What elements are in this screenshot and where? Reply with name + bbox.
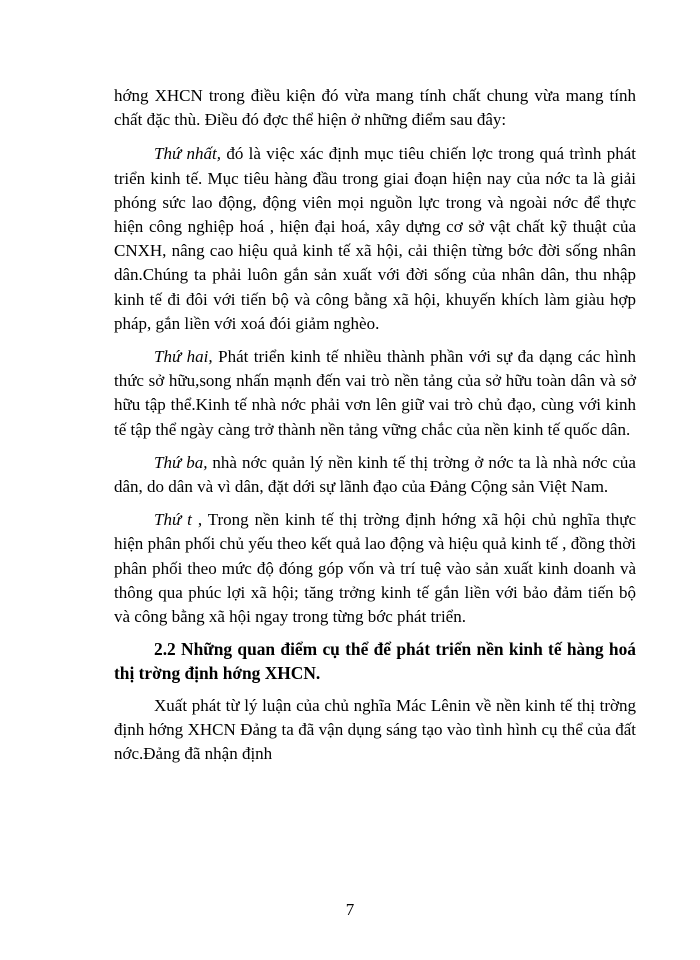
paragraph-closing: Xuất phát từ lý luận của chủ nghĩa Mác Lênin về nền kinh tế thị trờng định hớng XHCN Đảng ta đã vận dụng sáng tạo vào tình hình cụ thể của đất nớc.Đảng đã nhận định [114,695,636,764]
paragraph-intro [114,84,636,132]
paragraph-fourth [114,508,636,629]
paragraph-text: Phát triển kinh tế nhiều thành phần với sự đa dạng các hình thức sở hữu,song nhấn mạnh đến vai trò nền tảng của sở hữu toàn dân và sở hữu tập thể.Kinh tế nhà nớc phải vơn lên giữ vai trò chủ đạo, cùng với kinh tế tập thể ngày càng trở thành nền tảng vững chắc của nền kinh tế quốc dân. [114,347,636,439]
paragraph-third [114,451,636,499]
paragraph-text: đó là việc xác định mục tiêu chiến lợc trong quá trình phát triển kinh tế. Mục tiêu hàng đầu trong giai đoạn hiện nay của nớc ta là giải phóng sức lao động, động viên mọi nguồn lực trong và ngoài nớc để thực hiện công nghiệp hoá , hiện đại hoá, xây dựng cơ sở vật chất kỹ thuật của CNXH, nâng cao hiệu quả kinh tế xã hội, cải thiện từng bớc đời sống nhân dân.Chúng ta phải luôn gắn sản xuất với đời sống của nhân dân, thu nhập kinh tế đi đôi với tiến bộ và công bằng xã hội, khuyến khích làm giàu hợp pháp, gắn liền với xoá đói giảm nghèo. [114,144,636,333]
paragraph-first [114,142,636,336]
body-text [114,84,636,766]
paragraph-lead: Thứ ba, [154,452,208,472]
paragraph-lead: Thứ hai, [154,347,213,367]
paragraph-lead: Thứ t [154,510,192,530]
paragraph-text: hớng XHCN trong điều kiện đó vừa mang tính chất chung vừa mang tính chất đặc thù. Điều đó đợc thể hiện ở những điểm sau đây: [114,86,636,130]
paragraph-lead: Thứ nhất, [154,144,222,164]
paragraph-text: nhà nớc quản lý nền kinh tế thị trờng ở nớc ta là nhà nớc của dân, do dân và vì dân, đặt dới sự lãnh đạo của Đảng Cộng sản Việt Nam. [114,452,636,497]
paragraph-second [114,345,636,442]
paragraph-text: , Trong nền kinh tế thị trờng định hớng xã hội chủ nghĩa thực hiện phân phối chủ yếu theo kết quả lao động và hiệu quả kinh tế , đồng thời phân phối theo mức độ đóng góp vốn và trí tuệ vào sản xuất kinh doanh và thông qua phúc lợi xã hội; tăng trởng kinh tế gắn liền với bảo đảm tiến bộ và công bằng xã hội ngay trong từng bớc phát triển. [114,510,636,627]
section-heading: 2.2 Những quan điểm cụ thể để phát triển nền kinh tế hàng hoá thị trờng định hớng XHCN. [114,639,636,684]
page-number: 7 [345,900,355,919]
